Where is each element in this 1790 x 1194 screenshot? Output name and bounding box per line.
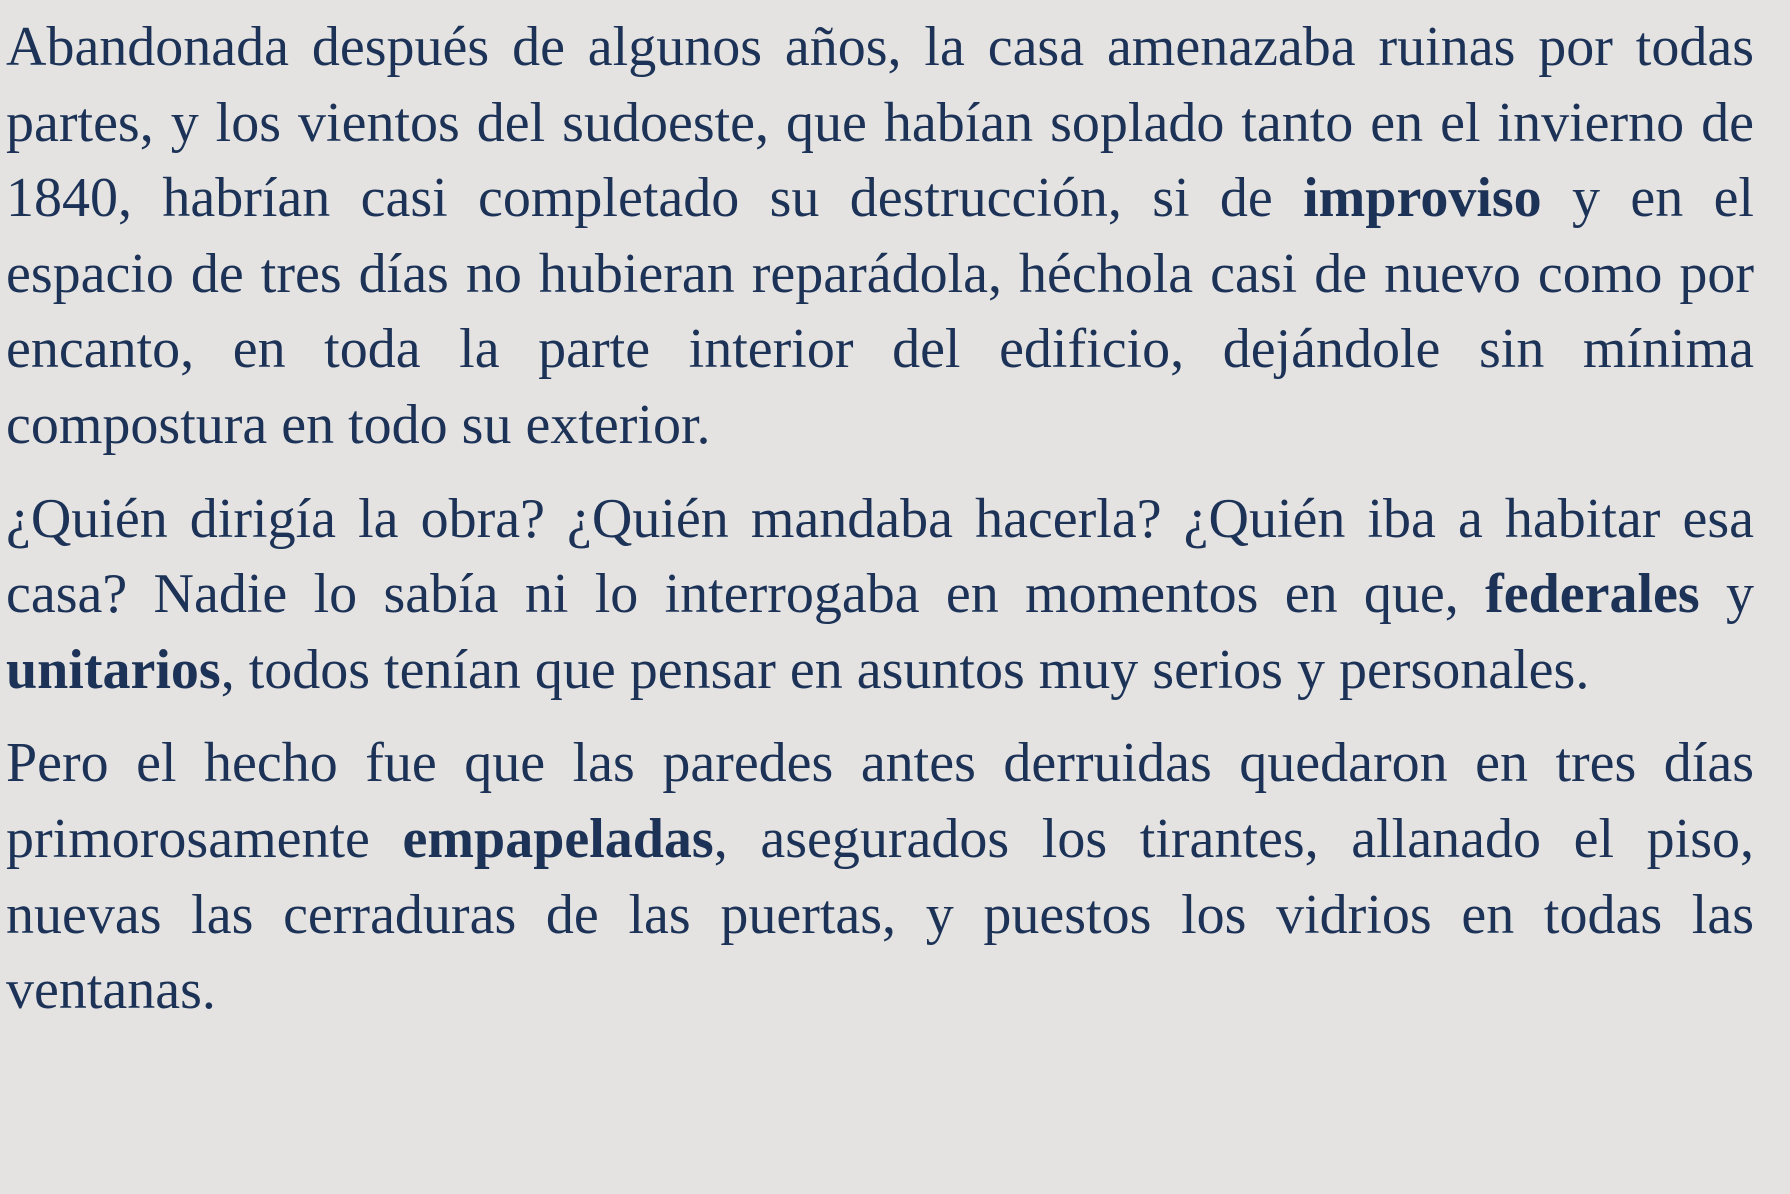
- paragraph-2: [6, 482, 1754, 709]
- paragraph-2-text: ¿Quién dirigía la obra? ¿Quién mandaba hacerla? ¿Quién iba a habitar esa casa? Nadie lo sabía ni lo interrogaba en momentos en que,: [6, 487, 1754, 626]
- paragraph-2-text: y: [1699, 563, 1754, 626]
- paragraph-1-text: Abandonada después de algunos años, la casa amenazaba ruinas por todas partes, y los vientos del sudoeste, que habían soplado tanto en el invierno de 1840, habrían casi completado su destrucción, si de: [6, 16, 1754, 230]
- bold-term-empapeladas: empapeladas: [402, 807, 714, 870]
- bold-term-unitarios: unitarios: [6, 638, 221, 701]
- paragraph-1-text: y en el espacio de tres días no hubieran reparádola, héchola casi de nuevo como por encanto, en toda la parte interior del edificio, dejándole sin mínima compostura en todo su exterior.: [6, 167, 1754, 456]
- paragraph-3: [6, 726, 1754, 1028]
- bold-term-improviso: improviso: [1303, 167, 1542, 230]
- paragraph-3-text: , asegurados los tirantes, allanado el piso, nuevas las cerraduras de las puertas, y puestos los vidrios en todas las ventanas.: [6, 807, 1755, 1022]
- paragraph-1: [6, 10, 1754, 464]
- paragraph-2-text: , todos tenían que pensar en asuntos muy serios y personales.: [220, 638, 1590, 701]
- bold-term-federales: federales: [1485, 563, 1700, 626]
- paragraph-3-text: Pero el hecho fue que las paredes antes derruidas quedaron en tres días primorosamente: [6, 732, 1754, 870]
